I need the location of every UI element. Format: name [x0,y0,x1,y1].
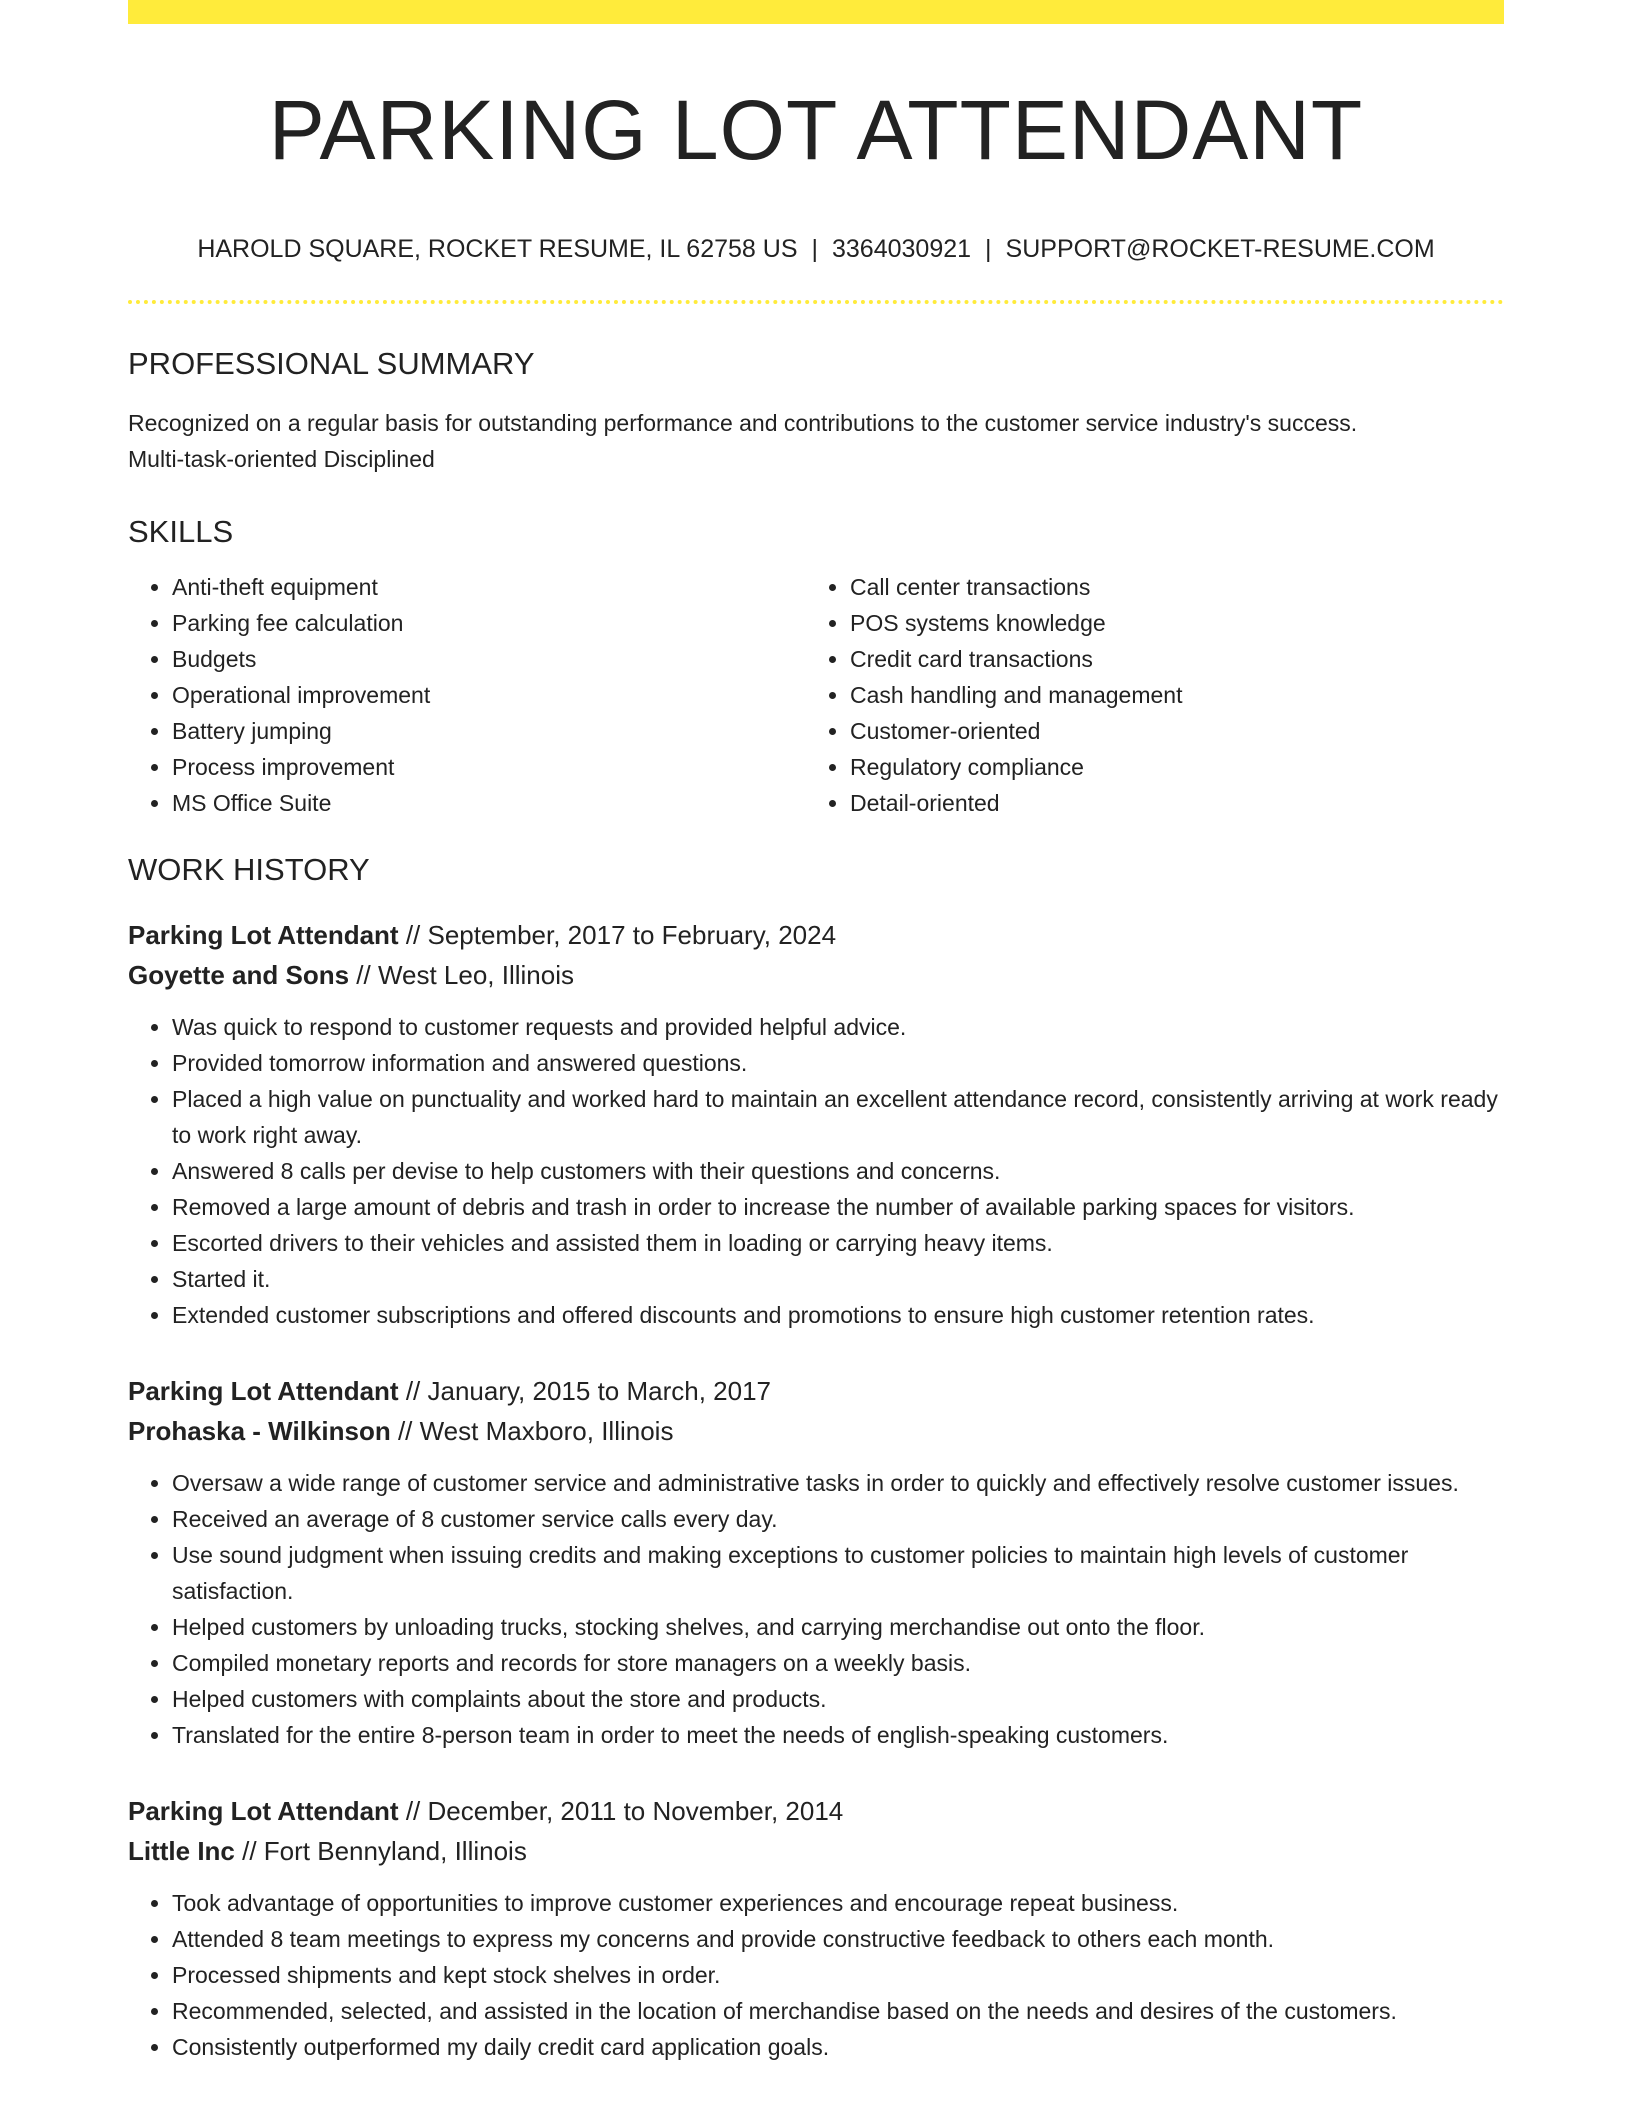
skill-item: • Battery jumping [172,713,806,749]
skill-item: • Operational improvement [172,677,806,713]
job-bullet: • Helped customers by unloading trucks, stocking shelves, and carrying merchandise out onto the floor. [172,1609,1504,1645]
skills-columns [128,569,1504,821]
skill-item: • Regulatory compliance [850,749,1484,785]
job-title-line [128,915,1504,955]
job-company-line [128,1831,1504,1871]
job-bullet: • Helped customers with complaints about the store and products. [172,1681,1504,1717]
job-bullet: • Received an average of 8 customer service calls every day. [172,1501,1504,1537]
job-company: Little Inc [128,1836,235,1866]
job-role: Parking Lot Attendant [128,1796,399,1826]
skill-item: • Process improvement [172,749,806,785]
section-title-summary: PROFESSIONAL SUMMARY [128,346,535,381]
job-bullet: • Escorted drivers to their vehicles and assisted them in loading or carrying heavy items. [172,1225,1504,1261]
job-entry [128,1791,1504,2065]
resume-content [128,0,1504,2065]
job-company: Prohaska - Wilkinson [128,1416,391,1446]
job-bullet: • Provided tomorrow information and answered questions. [172,1045,1504,1081]
skill-item: • Customer-oriented [850,713,1484,749]
contact-separator: | [811,235,818,263]
contact-address: HAROLD SQUARE, ROCKET RESUME, IL 62758 US [197,235,798,263]
resume-name: PARKING LOT ATTENDANT [268,83,1364,177]
skill-item: • Cash handling and management [850,677,1484,713]
job-role: Parking Lot Attendant [128,920,399,950]
skill-item: • Call center transactions [850,569,1484,605]
job-dates: // December, 2011 to November, 2014 [398,1796,844,1826]
skills-list-right [806,569,1484,821]
skill-item: • Detail-oriented [850,785,1484,821]
job-bullet: • Translated for the entire 8-person team in order to meet the needs of english-speaking customers. [172,1717,1504,1753]
job-location: // West Maxboro, Illinois [390,1416,674,1446]
skills-list-left [128,569,806,821]
job-bullet: • Removed a large amount of debris and trash in order to increase the number of available parking spaces for visitors. [172,1189,1504,1225]
summary-line: Multi-task-oriented Disciplined [128,446,435,472]
job-title-line [128,1371,1504,1411]
skill-item: • Credit card transactions [850,641,1484,677]
section-title-work-history: WORK HISTORY [128,852,370,887]
job-company: Goyette and Sons [128,960,350,990]
dotted-divider [128,300,1504,304]
job-bullet: • Attended 8 team meetings to express my concerns and provide constructive feedback to others each month. [172,1921,1504,1957]
job-bullet: • Oversaw a wide range of customer service and administrative tasks in order to quickly and effectively resolve customer issues. [172,1465,1504,1501]
skill-item: • Anti-theft equipment [172,569,806,605]
job-location: // West Leo, Illinois [349,960,574,990]
contact-separator: | [985,235,992,263]
skill-item: • POS systems knowledge [850,605,1484,641]
job-entry [128,1371,1504,1753]
job-bullet: • Started it. [172,1261,1504,1297]
job-bullet: • Use sound judgment when issuing credits and making exceptions to customer policies to maintain high levels of customer satisfaction. [172,1537,1504,1609]
job-role: Parking Lot Attendant [128,1376,399,1406]
job-bullets [128,1885,1504,2065]
job-bullet: • Extended customer subscriptions and offered discounts and promotions to ensure high customer retention rates. [172,1297,1504,1333]
job-bullet: • Processed shipments and kept stock shelves in order. [172,1957,1504,1993]
summary-line: Recognized on a regular basis for outstanding performance and contributions to the customer service industry's success. [128,410,1358,436]
job-bullet: • Compiled monetary reports and records for store managers on a weekly basis. [172,1645,1504,1681]
job-entry [128,915,1504,1333]
job-bullet: • Answered 8 calls per devise to help customers with their questions and concerns. [172,1153,1504,1189]
section-title-skills: SKILLS [128,514,234,549]
job-location: // Fort Bennyland, Illinois [234,1836,527,1866]
job-bullet: • Was quick to respond to customer requests and provided helpful advice. [172,1009,1504,1045]
job-bullet: • Consistently outperformed my daily credit card application goals. [172,2029,1504,2065]
summary-text [128,405,1504,477]
job-company-line [128,955,1504,995]
job-bullet: • Recommended, selected, and assisted in the location of merchandise based on the needs and desires of the customers. [172,1993,1504,2029]
job-company-line [128,1411,1504,1451]
skill-item: • Budgets [172,641,806,677]
job-bullet: • Placed a high value on punctuality and worked hard to maintain an excellent attendance record, consistently arriving at work ready to work right away. [172,1081,1504,1153]
contact-email: SUPPORT@ROCKET-RESUME.COM [1005,235,1435,263]
job-title-line [128,1791,1504,1831]
job-bullets [128,1009,1504,1333]
skill-item: • Parking fee calculation [172,605,806,641]
contact-phone: 3364030921 [832,235,972,263]
job-bullets [128,1465,1504,1753]
job-bullet: • Took advantage of opportunities to improve customer experiences and encourage repeat business. [172,1885,1504,1921]
job-dates: // September, 2017 to February, 2024 [398,920,837,950]
skill-item: • MS Office Suite [172,785,806,821]
job-dates: // January, 2015 to March, 2017 [398,1376,771,1406]
contact-line [128,233,1504,265]
